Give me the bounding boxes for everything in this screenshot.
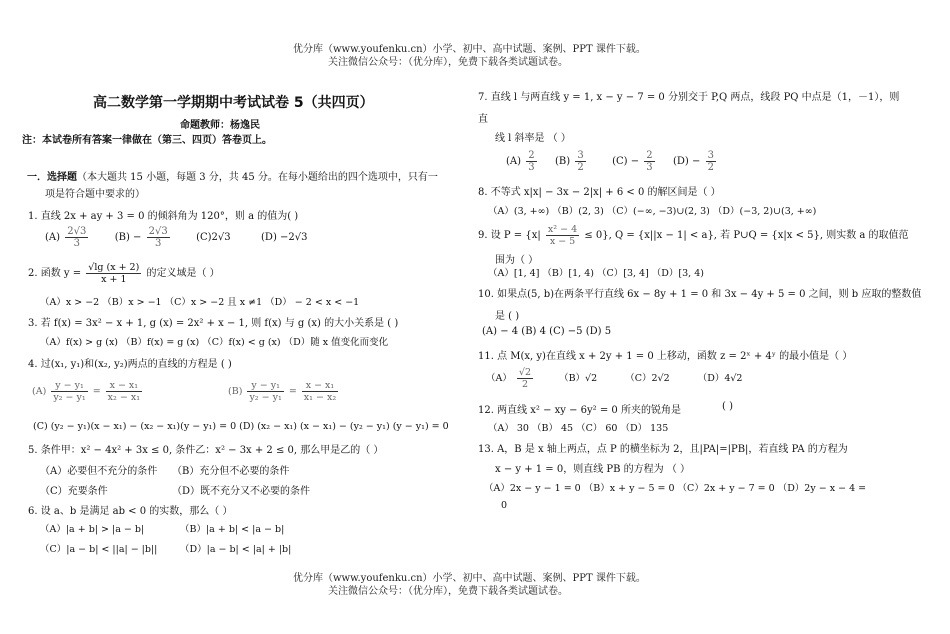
- q5-option-c: （C）充要条件: [40, 486, 108, 497]
- q6-option-c: （C）|a − b| < ||a| − |b||: [40, 544, 158, 555]
- page-footer-line2: 关注微信公众号：（优分库），免费下载各类试题试卷。: [328, 586, 568, 597]
- q1-option-d: (D) −2√3: [261, 232, 308, 243]
- q1-option-c: (C)2√3: [196, 232, 231, 243]
- q11-option-c: （C）2√2: [625, 373, 670, 384]
- section-label: 一．选择题: [27, 172, 77, 183]
- question-8: 8. 不等式 x|x| − 3x − 2|x| + 6 < 0 的解区间是（ ）: [478, 187, 721, 198]
- q13-cont: x − y + 1 = 0，则直线 PB 的方程为 （ ）: [495, 464, 691, 475]
- q10-cont: 是 ( ): [495, 311, 520, 322]
- q1-option-a: (A): [45, 232, 61, 243]
- q1-a-fraction: $\frac{2√3}{3}$: [67, 226, 87, 249]
- answer-note: 注：本试卷所有答案一律做在（第三、四页）答卷页上。: [22, 135, 272, 146]
- q7-option-c: (C) −: [612, 156, 640, 167]
- question-5: 5. 条件甲：x² − 4x² + 3x ≤ 0, 条件乙：x² − 3x + 2 ≤ 0, 那么甲是乙的（ ）: [28, 445, 384, 456]
- question-12: 12. 两直线 x² − xy − 6y² = 0 所夹的锐角是: [478, 405, 681, 416]
- question-13: 13. A，B 是 x 轴上两点，点 P 的横坐标为 2，且|PA|=|PB|，若直线 PA 的方程为: [478, 444, 848, 455]
- q4-options-cd: (C) (y₂ − y₁)(x − x₁) − (x₂ − x₁)(y − y₁) = 0 (D) (x₂ − x₁) (x − x₁) − (y₂ − y₁) (y − y₁) = 0: [33, 421, 449, 432]
- q12-options: （A） 30 （B） 45 （C） 60 （D） 135: [488, 423, 669, 434]
- section-desc-cont: 项是符合题中要求的）: [45, 189, 145, 200]
- q12-paren: ( ): [722, 401, 733, 412]
- q11-option-d: （D）4√2: [697, 373, 743, 384]
- author-line: 命题教师：杨逸民: [180, 120, 260, 131]
- question-4: 4. 过(x₁, y₁)和(x₂, y₂)两点的直线的方程是 ( ): [28, 359, 232, 370]
- question-10: 10. 如果点(5, b)在两条平行直线 6x − 8y + 1 = 0 和 3x − 4y + 5 = 0 之间，则 b 应取的整数值: [478, 289, 922, 300]
- q13-options-tail: 0: [501, 500, 508, 511]
- q11-options: （A） $\frac{√2}{2}$ （B）√2 （C）2√2 （D）4√2: [486, 367, 743, 390]
- q7-option-b: (B): [554, 156, 571, 167]
- q7-option-d: (D) −: [673, 156, 701, 167]
- question-9: 9. 设 P = {x| $\frac{\text{x² − 4}}{x - 5}$ ≤ 0}, Q = {x||x − 1| < a}, 若 P∪Q = {x|x < 5}, 则实数 a 的取值范: [478, 224, 909, 247]
- q10-options: (A) − 4 (B) 4 (C) −5 (D) 5: [482, 326, 612, 337]
- question-1: 1. 直线 2x + ay + 3 = 0 的倾斜角为 120°，则 a 的值为( ): [28, 211, 299, 222]
- section-heading: [27, 168, 438, 183]
- q5-option-d: （D）既不充分又不必要的条件: [172, 486, 311, 497]
- q9-options: （A）[1, 4] （B）[1, 4) （C）[3, 4] （D）[3, 4): [488, 268, 704, 279]
- page-footer-line1: 优分库（www.youfenku.cn）小学、初中、高中试题、案例、PPT 课件下载。: [293, 573, 646, 584]
- q6-option-b: （B）|a + b| < |a − b|: [180, 524, 285, 535]
- q2-text-pre: 2. 函数 y =: [28, 268, 82, 279]
- section-desc: （本大题共 15 小题，每题 3 分，共 45 分。在每小题给出的四个选项中，只有一: [77, 172, 438, 183]
- q5-option-a: （A）必要但不充分的条件: [40, 466, 158, 477]
- q2-fraction: $\frac{√\lg (x + 2)}{x + 1}$: [88, 262, 140, 285]
- question-11: 11. 点 M(x, y)在直线 x + 2y + 1 = 0 上移动，函数 z = 2ˣ + 4ʸ 的最小值是（ ）: [478, 351, 853, 362]
- q8-options: （A）(3, +∞) （B）(2, 3) （C）(−∞, −3)∪(2, 3) （D）(−3, 2)∪(3, +∞): [488, 206, 817, 217]
- page-header-line2: 关注微信公众号：（优分库），免费下载各类试题试卷。: [328, 57, 568, 68]
- q1-b-fraction: $\frac{2√3}{3}$: [148, 226, 168, 249]
- q9-cont: 围为（ ）: [495, 255, 539, 266]
- question-7: 7. 直线 l 与两直线 y = 1, x − y − 7 = 0 分别交于 P,Q 两点，线段 PQ 中点是（1，－1），则: [478, 92, 900, 103]
- question-3: 3. 若 f(x) = 3x² − x + 1, g (x) = 2x² + x − 1, 则 f(x) 与 g (x) 的大小关系是 ( ): [28, 318, 399, 329]
- q7-options: (A) $\frac{2}{3}$ (B) $\frac{3}{2}$ (C) − $\frac{2}{3}$ (D) − $\frac{3}{2}$: [506, 150, 714, 173]
- q6-option-d: （D）|a − b| < |a| + |b|: [180, 544, 292, 555]
- question-6: 6. 设 a、b 是满足 ab < 0 的实数，那么（ ）: [28, 506, 233, 517]
- q7-cont-1: 直: [478, 114, 488, 125]
- q7-cont-2: 线 l 斜率是 （ ）: [495, 133, 571, 144]
- q4-option-a: (A) $\frac{\text{y − y₁}}{\text{y₂ − y₁}}$ = $\frac{\text{x − x₁}}{\text{x₂ − x₁}}$: [32, 380, 141, 403]
- q3-options: （A）f(x) > g (x) （B）f(x) = g (x) （C）f(x) < g (x) （D）随 x 值变化而变化: [40, 337, 389, 348]
- exam-title: 高二数学第一学期期中考试试卷 5（共四页）: [93, 95, 374, 111]
- q11-option-b: （B）√2: [559, 373, 598, 384]
- q7-option-a: (A): [506, 156, 522, 167]
- q6-option-a: （A）|a + b| > |a − b|: [40, 524, 145, 535]
- q5-option-b: （B）充分但不必要的条件: [172, 466, 290, 477]
- q1-options: [45, 226, 308, 249]
- page-header-line1: 优分库（www.youfenku.cn）小学、初中、高中试题、案例、PPT 课件下载。: [293, 44, 646, 55]
- q4-option-b: (B) $\frac{\text{y − y₁}}{\text{y₂ − y₁}}$ = $\frac{\text{x − x₁}}{\text{x₁ − x₂}}$: [228, 380, 337, 403]
- q1-option-b: (B) −: [114, 232, 142, 243]
- question-2: [28, 262, 220, 285]
- q13-options: （A）2x − y − 1 = 0 （B）x + y − 5 = 0 （C）2x + y − 7 = 0 （D）2y − x − 4 =: [484, 483, 867, 494]
- q2-text-post: 的定义域是（ ）: [146, 268, 220, 279]
- q11-option-a: （A）: [486, 373, 512, 384]
- q2-options: （A）x > −2 （B）x > −1 （C）x > −2 且 x ≠1 （D） − 2 < x < −1: [40, 297, 360, 308]
